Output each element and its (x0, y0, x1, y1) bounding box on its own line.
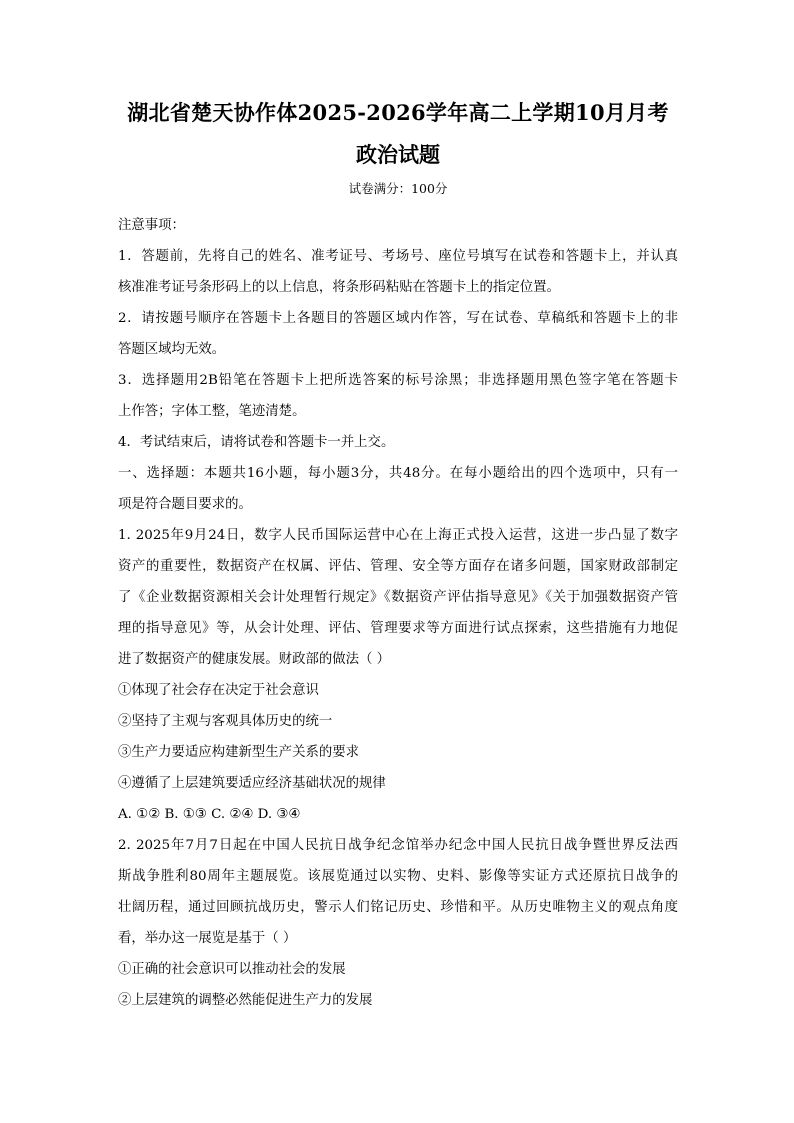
exam-title: 湖北省楚天协作体2025-2026学年高二上学期10月月考 (127, 100, 669, 125)
q1-stem-line-1: 1. 2025年9月24日，数字人民币国际运营中心在上海正式投入运营，这进一步凸显了数字 (118, 528, 678, 543)
q2-stem-line-4: 看，举办这一展览是基于（ ） (118, 931, 297, 946)
q2-option-1: ①正确的社会意识可以推动社会的发展 (118, 962, 346, 977)
notice-3-line-1: 3．选择题用2B铅笔在答题卡上把所选答案的标号涂黑；非选择题用黑色签字笔在答题卡 (118, 373, 678, 388)
q2-stem-line-1: 2. 2025年7月7日起在中国人民抗日战争纪念馆举办纪念中国人民抗日战争暨世界反法西 (118, 838, 678, 853)
notice-heading: 注意事项： (118, 218, 185, 233)
subject-title: 政治试题 (356, 142, 440, 167)
q1-stem-line-3: 了《企业数据资源相关会计处理暂行规定》《数据资产评估指导意见》《关于加强数据资产管 (118, 590, 678, 605)
q1-stem-line-4: 理的指导意见》等，从会计处理、评估、管理要求等方面进行试点探索，这些措施有力地促 (118, 621, 678, 636)
q2-option-2: ②上层建筑的调整必然能促进生产力的发展 (118, 993, 373, 1008)
q1-option-3: ③生产力要适应构建新型生产关系的要求 (118, 745, 360, 760)
q1-stem-line-5: 进了数据资产的健康发展。财政部的做法（ ） (118, 652, 391, 667)
notice-1-line-1: 1．答题前，先将自己的姓名、准考证号、考场号、座位号填写在试卷和答题卡上，并认真 (118, 249, 678, 264)
q1-option-2: ②坚持了主观与客观具体历史的统一 (118, 714, 333, 729)
notice-4: 4．考试结束后，请将试卷和答题卡一并上交。 (118, 435, 395, 450)
q1-choices: A. ①② B. ①③ C. ②④ D. ③④ (118, 807, 301, 822)
q2-stem-line-3: 壮阔历程，通过回顾抗战历史，警示人们铭记历史、珍惜和平。从历史唯物主义的观点角度 (118, 900, 678, 915)
notice-1-line-2: 核准准考证号条形码上的以上信息，将条形码粘贴在答题卡上的指定位置。 (118, 280, 560, 295)
section-1-heading-line-2: 项是符合题目要求的。 (118, 497, 252, 512)
q2-stem-line-2: 斯战争胜利80周年主题展览。该展览通过以实物、史料、影像等实证方式还原抗日战争的 (118, 869, 678, 884)
section-1-heading-line-1: 一、选择题：本题共16小题，每小题3分，共48分。在每小题给出的四个选项中，只有一 (118, 466, 678, 481)
full-score: 试卷满分：100分 (348, 181, 448, 196)
notice-2-line-2: 答题区域均无效。 (118, 342, 226, 357)
q1-option-4: ④遵循了上层建筑要适应经济基础状况的规律 (118, 776, 386, 791)
q1-option-1: ①体现了社会存在决定于社会意识 (118, 683, 319, 698)
notice-3-line-2: 上作答；字体工整，笔迹清楚。 (118, 404, 306, 419)
notice-2-line-1: 2．请按题号顺序在答题卡上各题目的答题区域内作答，写在试卷、草稿纸和答题卡上的非 (118, 311, 678, 326)
q1-stem-line-2: 资产的重要性，数据资产在权属、评估、管理、安全等方面存在诸多问题，国家财政部制定 (118, 559, 678, 574)
exam-page (118, 98, 678, 1016)
